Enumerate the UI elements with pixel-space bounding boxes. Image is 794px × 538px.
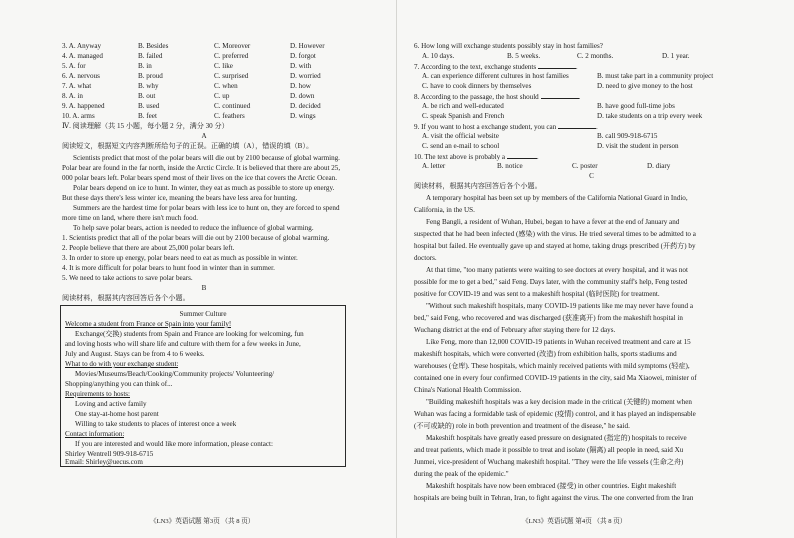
option-a: 10. A. arms (62, 112, 95, 120)
paragraph-line: China's National Health Commission. (414, 386, 522, 394)
option-d: D. However (290, 42, 325, 50)
option-c: C. like (214, 62, 233, 70)
option-b: B. in (138, 62, 152, 70)
option-c: C. feathers (214, 112, 245, 120)
option-a: A. be rich and well-educated (422, 102, 504, 110)
paragraph-line: possible for me to get a bed," said Feng. Days later, with the community staff's help, Feng tested (414, 278, 688, 286)
paragraph-line: Wuhan was facing a formidable task of epidemic (疫情) control, and it has played an indispensable (414, 410, 696, 418)
answer-blank (541, 92, 579, 99)
box-todo-heading: What to do with your exchange student: (65, 360, 179, 368)
box-req-item: Willing to take students to places of interest once a week (75, 420, 237, 428)
option-d: D. need to give money to the host (597, 82, 693, 90)
footer-left: 《LN3》英语试题 第3页 （共 8 页） (150, 518, 255, 525)
option-a: A. 10 days. (422, 52, 455, 60)
option-a: A. visit the official website (422, 132, 499, 140)
paragraph-line: more time on land, where there isn't much food. (62, 214, 199, 222)
option-c: C. when (214, 82, 238, 90)
right-page (397, 0, 794, 538)
option-d: D. wings (290, 112, 316, 120)
paragraph-line: "Without such makeshift hospitals, many COVID-19 patients like me may never have found a (426, 302, 693, 310)
footer-right: 《LN3》英语试题 第4页 （共 8 页） (522, 518, 627, 525)
option-c: C. surprised (214, 72, 249, 80)
option-d: D. how (290, 82, 311, 90)
paragraph-line: 000 polar bears left. Polar bears spend most of their lives on the ice that covers the Arctic Ocean. (62, 174, 337, 182)
paragraph-line: Feng Bangli, a resident of Wuhan, Hubei, began to have a fever at the end of January and (426, 218, 680, 226)
question-text: 10. The text above is probably a . (414, 153, 539, 161)
passage-c-instruction: 阅读材料，根据其内容回答后各个小题。 (414, 182, 542, 190)
passage-c-letter: C (589, 172, 594, 180)
box-body-line: July and August. Stays can be from 4 to 6 weeks. (65, 350, 205, 358)
option-c: C. up (214, 92, 230, 100)
box-welcome: Welcome a student from France or Spain into your family! (65, 320, 232, 328)
answer-blank (507, 152, 537, 159)
option-d: D. forgot (290, 52, 316, 60)
box-contact-heading: Contact information: (65, 430, 125, 438)
paragraph-line: Polar bear are found in the far north, inside the Arctic Circle. It is believed that there are about 25, (62, 164, 341, 172)
paragraph-line: Makeshift hospitals have greatly eased pressure on designated (指定的) hospitals to receive (426, 434, 687, 442)
option-d: D. take students on a trip every week (597, 112, 703, 120)
paragraph-line: during the peak of the epidemic." (414, 470, 509, 478)
option-c: C. Moreover (214, 42, 251, 50)
paragraph-line: and treat patients, which made it possible to treat and isolate (隔离) all people in need, said Xu (414, 446, 684, 454)
paragraph-line: contained one in every four confirmed COVID-19 patients in the city, said Ma Xiaowei, minister of (414, 374, 697, 382)
paragraph-line: doctors. (414, 254, 437, 262)
option-b: B. out (138, 92, 156, 100)
option-a: A. can experience different cultures in host families (422, 72, 569, 80)
option-a: 3. A. Anyway (62, 42, 102, 50)
option-d: D. down (290, 92, 315, 100)
option-b: B. 5 weeks. (507, 52, 541, 60)
statement: 1. Scientists predict that all of the polar bears will die out by 2100 because of global warming. (62, 234, 330, 242)
option-d: D. decided (290, 102, 321, 110)
option-d: D. 1 year. (662, 52, 690, 60)
box-body-line: Exchange(交换) students from Spain and France are looking for welcoming, fun (75, 330, 304, 338)
question-text: 9. If you want to host a exchange student, you can . (414, 123, 598, 131)
box-contact-email: Email: Shirley@uecus.com (65, 458, 143, 466)
option-c: C. send an e-mail to school (422, 142, 500, 150)
option-a: 8. A. in (62, 92, 83, 100)
option-a: 9. A. happened (62, 102, 105, 110)
paragraph-line: (不可或缺的) role in both prevention and treatment of the disease," he said. (414, 422, 630, 430)
option-b: B. must take part in a community project (597, 72, 714, 80)
question-text: 7. According to the text, exchange students . (414, 63, 578, 71)
option-b: B. Besides (138, 42, 169, 50)
box-req-item: One stay-at-home host parent (75, 410, 159, 418)
paragraph-line: warehouses (仓库). These hospitals, which mainly received patients with mild symptoms (轻症), (414, 362, 690, 370)
box-req-item: Loving and active family (75, 400, 147, 408)
box-todo-item: Shopping/anything you can think of... (65, 380, 173, 388)
paragraph-line: positive for COVID-19 and was sent to a makeshift hospital (临时医院) for treatment. (414, 290, 660, 298)
box-contact-text: If you are interested and would like more information, please contact: (75, 440, 273, 448)
option-d: D. worried (290, 72, 321, 80)
question-stem: 10. The text above is probably a (414, 153, 506, 161)
option-d: D. diary (647, 162, 671, 170)
paragraph-line: At that time, "too many patients were waiting to see doctors at every hospital, and it was not (426, 266, 688, 274)
paragraph-line: hospital but failed. He eventually gave up and stayed at home, taking drugs prescribed (开药方) by (414, 242, 696, 250)
box-title: Summer Culture (179, 310, 227, 318)
question-text: 8. According to the passage, the host should . (414, 93, 581, 101)
box-req-heading: Requirements to hosts: (65, 390, 131, 398)
paragraph-line: Like Feng, more than 12,000 COVID-19 patients in Wuhan received treatment and care at 15 (426, 338, 691, 346)
passage-a-letter: A (201, 132, 207, 140)
answer-blank (538, 62, 576, 69)
paragraph-line: Wuchang district at the end of February after staying there for 12 days. (414, 326, 616, 334)
option-c: C. continued (214, 102, 251, 110)
section-heading: Ⅳ. 阅读理解（共 15 小题，每小题 2 分，满分 30 分） (62, 122, 229, 130)
option-a: 6. A. nervous (62, 72, 100, 80)
box-body-line: and loving hosts who will share life and culture with them for a few weeks in June, (65, 340, 301, 348)
option-c: C. poster (572, 162, 598, 170)
box-contact-name: Shirley Wentrell 909-918-6715 (65, 450, 154, 458)
option-a: 4. A. managed (62, 52, 103, 60)
option-b: B. have good full-time jobs (597, 102, 675, 110)
paragraph-line: hospitals are being built in Tehran, Iran, to fight against the virus. The one converted from the Iran (414, 494, 694, 502)
box-todo-item: Movies/Museums/Beach/Cooking/Community projects/ Volunteering/ (75, 370, 275, 378)
statement: 5. We need to take actions to save polar bears. (62, 274, 193, 282)
paragraph-line: makeshift hospitals, which were converted (改造) from exhibition halls, sports stadiums and (414, 350, 677, 358)
option-b: B. proud (138, 72, 163, 80)
paragraph-line: A temporary hospital has been set up by members of the California National Guard in Indio, (426, 194, 688, 202)
option-b: B. notice (497, 162, 523, 170)
option-b: B. call 909-918-6715 (597, 132, 658, 140)
paragraph-line: Makeshift hospitals have now been embraced (接受) in other countries. Eight makeshift (426, 482, 677, 490)
passage-a-instruction: 阅读短文，根据短文内容判断所给句子的正误。正确的填（A），错误的填（B）。 (62, 142, 314, 150)
statement: 4. It is more difficult for polar bears to hunt food in winter than in summer. (62, 264, 275, 272)
paragraph-line: To help save polar bears, action is needed to reduce the influence of global warming. (73, 224, 314, 232)
passage-b-letter: B (201, 284, 207, 292)
option-b: B. used (138, 102, 160, 110)
option-c: C. preferred (214, 52, 249, 60)
question-stem: 7. According to the text, exchange students (414, 63, 537, 71)
question-text: 6. How long will exchange students possibly stay in host families? (414, 42, 603, 50)
paragraph-line: suspected that he had been infected (感染) with the virus. He tried several times to be admitted to a (414, 230, 696, 238)
passage-b-instruction: 阅读材料，根据其内容回答后各个小题。 (62, 294, 190, 302)
question-stem: 9. If you want to host a exchange student, you can (414, 123, 557, 131)
paragraph-line: Summers are the hardest time for polar bears with less ice to hunt on, they are forced to spend (73, 204, 340, 212)
option-c: C. speak Spanish and French (422, 112, 505, 120)
option-a: 7. A. what (62, 82, 92, 90)
option-a: A. letter (422, 162, 446, 170)
statement: 3. In order to store up energy, polar bears need to eat as much as possible in winter. (62, 254, 298, 262)
option-b: B. why (138, 82, 159, 90)
paragraph-line: "Building makeshift hospitals was a key decision made in the critical (关键的) moment when (426, 398, 692, 406)
option-c: C. 2 months. (577, 52, 614, 60)
paragraph-line: California, in the US. (414, 206, 475, 214)
question-stem: 8. According to the passage, the host should (414, 93, 539, 101)
option-d: D. with (290, 62, 312, 70)
statement: 2. People believe that there are about 25,000 polar bears left. (62, 244, 235, 252)
option-c: C. have to cook dinners by themselves (422, 82, 532, 90)
answer-blank (558, 122, 596, 129)
paragraph-line: But these days there's less winter ice, meaning the bears have less area for hunting. (62, 194, 298, 202)
option-b: B. failed (138, 52, 163, 60)
paragraph-line: Junmei, vice-president of Wuchang makeshift hospital. "They were the life vessels (生命之舟) (414, 458, 684, 466)
paragraph-line: bed," said Feng, who recovered and was discharged (获准离开) from the makeshift hospital in (414, 314, 683, 322)
option-b: B. feet (138, 112, 157, 120)
option-d: D. visit the student in person (597, 142, 679, 150)
option-a: 5. A. for (62, 62, 86, 70)
paragraph-line: Polar bears depend on ice to hunt. In winter, they eat as much as possible to store up energy. (73, 184, 335, 192)
paragraph-line: Scientists predict that most of the polar bears will die out by 2100 because of global warming. (73, 154, 340, 162)
